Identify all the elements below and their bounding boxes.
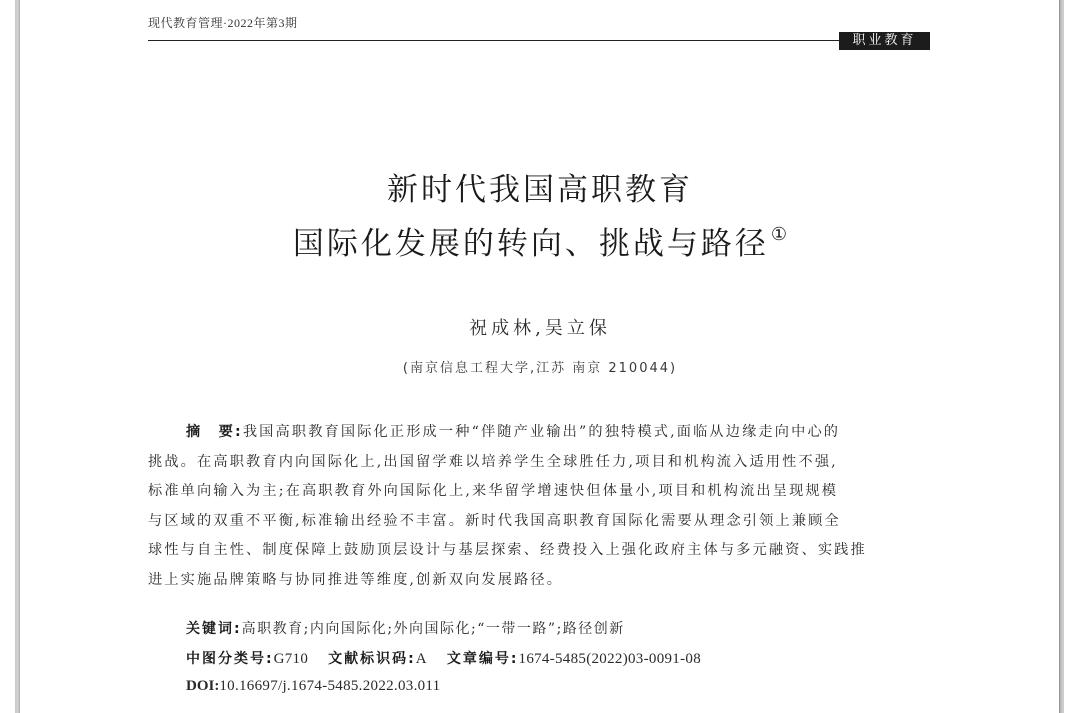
doc-code-label: 文献标识码: [328, 651, 416, 667]
abstract-line: 标准单向输入为主;在高职教育外向国际化上,来华留学增速快但体量小,项目和机构流出呈现规模 [148, 483, 839, 499]
title-text-1: 新时代我国高职教育 [387, 172, 693, 208]
authors: 祝成林,吴立保 [469, 318, 611, 339]
title-line-1 [0, 164, 1080, 209]
abstract-line: 挑战。在高职教育内向国际化上,出国留学难以培养学生全球胜任力,项目和机构流入适用性不强, [148, 453, 838, 470]
clc-label: 中图分类号: [186, 651, 274, 667]
abstract-line: 球性与自主性、制度保障上鼓励顶层设计与基层探索、经费投入上强化政府主体与多元融资、实践推 [148, 542, 867, 558]
doi-label: DOI: [186, 678, 220, 694]
keywords-label: 关键词: [186, 621, 242, 637]
abstract-label: 摘 要: [186, 424, 243, 440]
doc-code-value: A [415, 651, 427, 667]
footnote-mark[interactable]: ① [770, 224, 788, 245]
journal-running-head: 现代教育管理·2022年第3期 [148, 16, 298, 30]
keywords [186, 618, 625, 638]
keywords-value: 高职教育;内向国际化;外向国际化;“一带一路”;路径创新 [241, 621, 625, 637]
abstract-line: 与区域的双重不平衡,标准输出经验不丰富。新时代我国高职教育国际化需要从理念引领上兼顾全 [148, 512, 841, 529]
title-line-2 [0, 218, 1080, 263]
abstract-line: 进上实施品牌策略与协同推进等维度,创新双向发展路径。 [148, 571, 564, 588]
article-no-value: 1674-5485(2022)03-0091-08 [518, 651, 701, 667]
article-no-label: 文章编号: [446, 651, 519, 667]
doi-row [186, 678, 440, 695]
header-rule [148, 40, 930, 41]
doi-value[interactable]: 10.16697/j.1674-5485.2022.03.011 [219, 678, 441, 694]
classification-row [186, 648, 701, 668]
abstract-line: 摘 要:我国高职教育国际化正形成一种“伴随产业输出”的独特模式,面临从边缘走向中心的 [186, 424, 841, 440]
affiliation: (南京信息工程大学,江苏 南京 210044) [402, 361, 678, 376]
title-text-2: 国际化发展的转向、挑战与路径 [292, 226, 769, 262]
clc-value: G710 [273, 651, 309, 667]
abstract [148, 418, 932, 595]
section-tag: 职业教育 [839, 32, 930, 50]
